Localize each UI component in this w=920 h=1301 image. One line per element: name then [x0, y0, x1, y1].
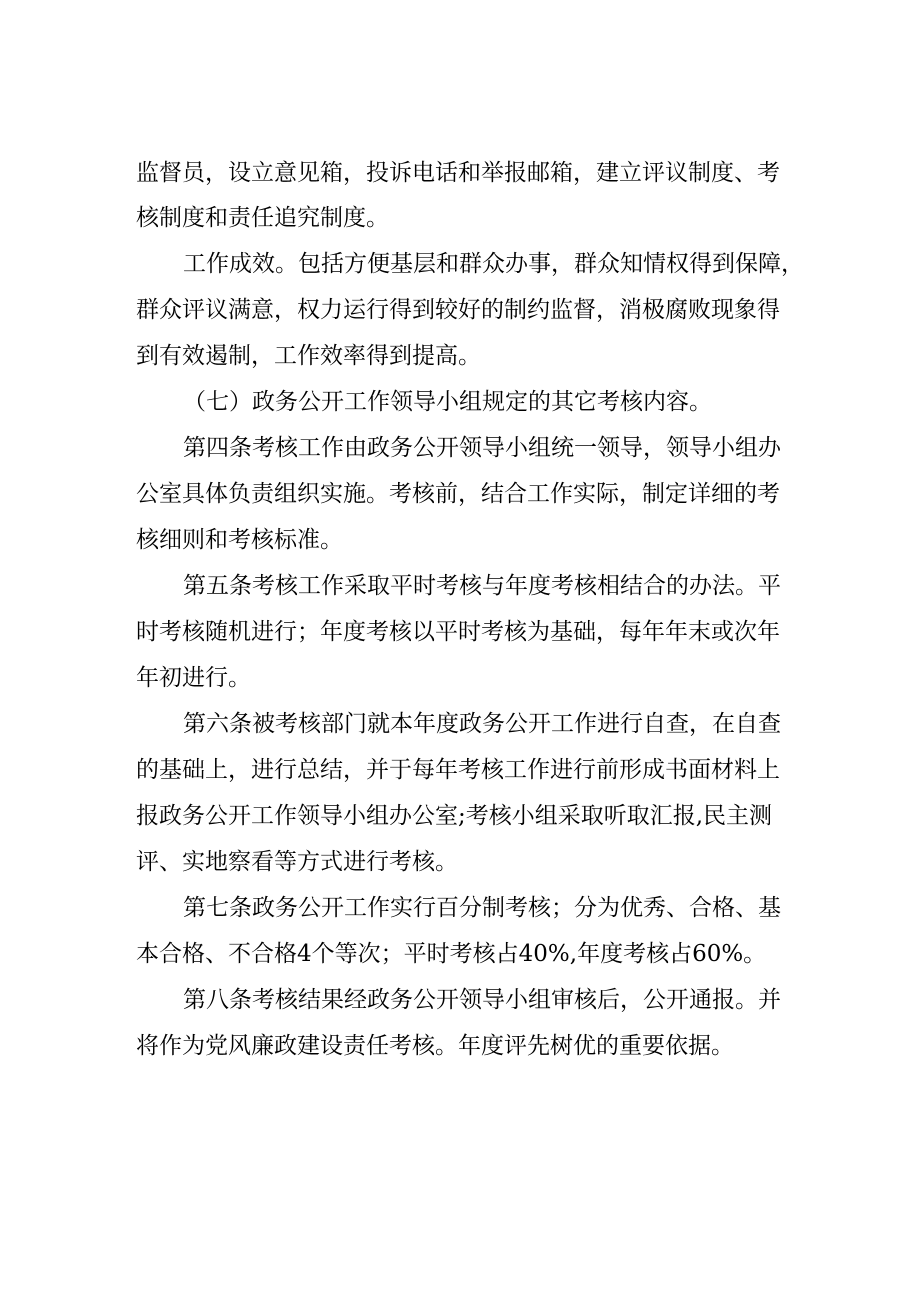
paragraph-1-line-1: 监督员，设立意见箱，投诉电话和举报邮箱，建立评议制度、考	[136, 160, 780, 186]
paragraph-6-line-2: 的基础上，进行总结，并于每年考核工作进行前形成书面材料上	[136, 757, 780, 783]
paragraph-8-line-1: 第八条考核结果经政务公开领导小组审核后，公开通报。并	[183, 987, 781, 1013]
paragraph-3-line-1: （七）政务公开工作领导小组规定的其它考核内容。	[183, 389, 712, 415]
paragraph-6-line-1: 第六条被考核部门就本年度政务公开工作进行自查，在自查	[183, 711, 781, 737]
paragraph-8-line-2: 将作为党风廉政建设责任考核。年度评先树优的重要依据。	[136, 1033, 734, 1059]
paragraph-4-line-2: 公室具体负责组织实施。考核前，结合工作实际，制定详细的考	[136, 481, 780, 507]
paragraph-5-line-3: 年初进行。	[136, 665, 251, 691]
paragraph-5-line-2: 时考核随机进行；年度考核以平时考核为基础，每年年末或次年	[136, 619, 780, 645]
paragraph-4-line-3: 核细则和考核标准。	[136, 527, 343, 553]
paragraph-7-line-2: 本合格、不合格4个等次；平时考核占40%,年度考核占60%。	[136, 941, 767, 967]
paragraph-2-line-2: 群众评议满意，权力运行得到较好的制约监督，消极腐败现象得	[136, 297, 780, 323]
paragraph-4-line-1: 第四条考核工作由政务公开领导小组统一领导，领导小组办	[183, 435, 781, 461]
paragraph-1-line-2: 核制度和责任追究制度。	[136, 205, 389, 231]
paragraph-2-line-3: 到有效遏制，工作效率得到提高。	[136, 343, 481, 369]
paragraph-6-line-3: 报政务公开工作领导小组办公室;考核小组采取听取汇报,民主测	[136, 803, 773, 829]
paragraph-6-line-4: 评、实地察看等方式进行考核。	[136, 849, 458, 875]
paragraph-5-line-1: 第五条考核工作采取平时考核与年度考核相结合的办法。平	[183, 573, 781, 599]
paragraph-7-line-1: 第七条政务公开工作实行百分制考核；分为优秀、合格、基	[183, 895, 781, 921]
paragraph-2-line-1: 工作成效。包括方便基层和群众办事，群众知情权得到保障，	[183, 251, 804, 277]
